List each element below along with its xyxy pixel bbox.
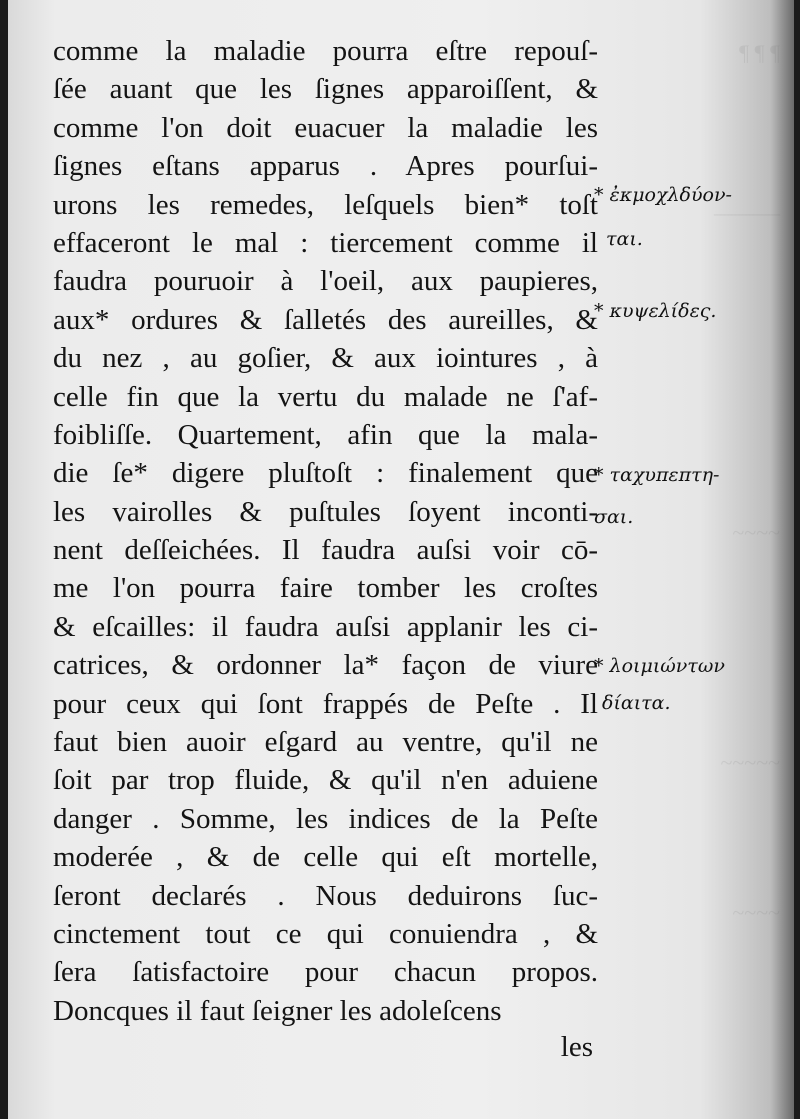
main-text-block — [53, 32, 598, 1030]
text-line: les vairolles & puſtules ſoyent inconti- — [53, 495, 598, 528]
text-line: me l'on pourra faire tomber les croſtes — [53, 572, 598, 605]
marginal-note: * ταχυπεπτη- — [594, 464, 720, 486]
marginal-note: δίαιτα. — [602, 692, 671, 714]
text-line: & eſcailles: il faudra auſsi applanir les ci- — [53, 610, 598, 643]
text-line: catrices, & ordonner la* façon de viure — [53, 649, 598, 682]
text-line: foibliſſe. Quartement, afin que la mala- — [53, 418, 598, 451]
text-line: urons les remedes, leſquels bien* toſt — [53, 188, 598, 221]
text-line: faut bien auoir eſgard au ventre, qu'il ne — [53, 726, 598, 759]
text-line: ſée auant que les ſignes apparoiſſent, & — [53, 73, 598, 106]
text-line: die ſe* digere pluſtoſt : finalement que — [53, 457, 598, 490]
text-line: celle fin que la vertu du malade ne ſ'af- — [53, 380, 598, 413]
catchword: les — [560, 1031, 593, 1063]
text-line: danger . Somme, les indices de la Peſte — [53, 802, 598, 835]
marginal-note: * ἐκμοχλδύον- — [594, 184, 732, 206]
marginal-note: ται. — [606, 228, 643, 250]
marginal-note: * λοιμιώντων — [594, 655, 725, 677]
text-line: faudra pouruoir à l'oeil, aux paupieres, — [53, 265, 598, 298]
bleed-through-text: ¶ ¶ ¶ ——— ~~~~ ~~~~~ ~~~~ — [714, 40, 780, 925]
book-page — [8, 0, 794, 1119]
text-line: ſoit par trop fluide, & qu'il n'en aduiene — [53, 764, 598, 797]
text-line: pour ceux qui ſont frappés de Peſte . Il — [53, 687, 598, 720]
text-line: aux* ordures & ſalletés des aureilles, & — [53, 303, 598, 336]
text-line: moderée , & de celle qui eſt mortelle, — [53, 841, 598, 874]
text-line: cinctement tout ce qui conuiendra , & — [53, 917, 598, 950]
text-line: du nez , au goſier, & aux iointures , à — [53, 342, 598, 375]
marginal-note: σαι. — [594, 506, 634, 528]
text-line: ſignes eſtans apparus . Apres pourſui- — [53, 150, 598, 183]
text-line: ſeront declarés . Nous deduirons ſuc- — [53, 879, 598, 912]
text-line: nent deſſeichées. Il faudra auſsi voir cō- — [53, 534, 598, 567]
text-line: ſera ſatisfactoire pour chacun propos. — [53, 956, 598, 989]
text-line: Doncques il faut ſeigner les adoleſcens — [53, 994, 502, 1027]
marginal-note: * κυψελίδες. — [594, 300, 717, 322]
text-line: effaceront le mal : tiercement comme il — [53, 226, 598, 259]
text-line: comme la maladie pourra eſtre repouſ- — [53, 35, 598, 67]
text-line: comme l'on doit euacuer la maladie les — [53, 111, 598, 144]
